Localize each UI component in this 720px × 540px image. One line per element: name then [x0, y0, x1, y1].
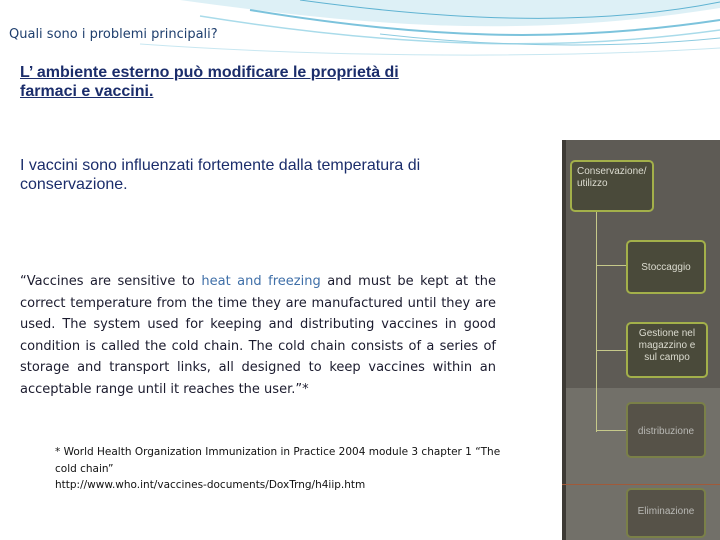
heading-line: farmaci e vaccini.: [20, 83, 154, 100]
quote-text: and must be kept at the correct temperature from the time they are manufactured until they are used. The system used for keeping and distributing vaccines in good condition is called the cold chain. The cold chain consists of a series of storage and transport links, all designed to keep vaccines within an acceptable range until it reaches the user.”*: [20, 274, 496, 397]
connector-line: [596, 350, 626, 351]
footnote-citation: cold chain”: [55, 462, 114, 475]
stage-conservazione: Conservazione/ utilizzo: [570, 160, 654, 212]
footnote-citation: * World Health Organization Immunization in Practice 2004 module 3 chapter 1 “The: [55, 446, 501, 458]
stage-stoccaggio: Stoccaggio: [626, 240, 706, 294]
stage-gestione: Gestione nel magazzino e sul campo: [626, 322, 708, 378]
diagram-border: [562, 140, 566, 540]
who-quote: [20, 271, 496, 400]
quote-text: “Vaccines are sensitive to: [20, 274, 202, 289]
stage-eliminazione: Eliminazione: [626, 488, 706, 538]
connector-line: [596, 212, 597, 432]
connector-line: [596, 265, 626, 266]
slide-title: Quali sono i problemi principali?: [9, 27, 218, 42]
stage-distribuzione: distribuzione: [626, 402, 706, 458]
footnote-link[interactable]: http://www.who.int/vaccines-documents/DoxTrng/h4iip.htm: [55, 479, 366, 491]
heading-line: L’ ambiente esterno può modificare le proprietà di: [20, 64, 399, 81]
cold-chain-diagram: [562, 140, 720, 540]
footnote: [55, 444, 545, 494]
intro-text: [20, 156, 520, 194]
connector-line: [596, 430, 626, 431]
intro-line: I vaccini sono influenzati fortemente dalla temperatura di: [20, 157, 421, 174]
quote-highlight: heat and freezing: [201, 274, 321, 289]
main-heading: [20, 63, 510, 101]
intro-line: conservazione.: [20, 176, 128, 193]
divider-line: [562, 484, 720, 485]
